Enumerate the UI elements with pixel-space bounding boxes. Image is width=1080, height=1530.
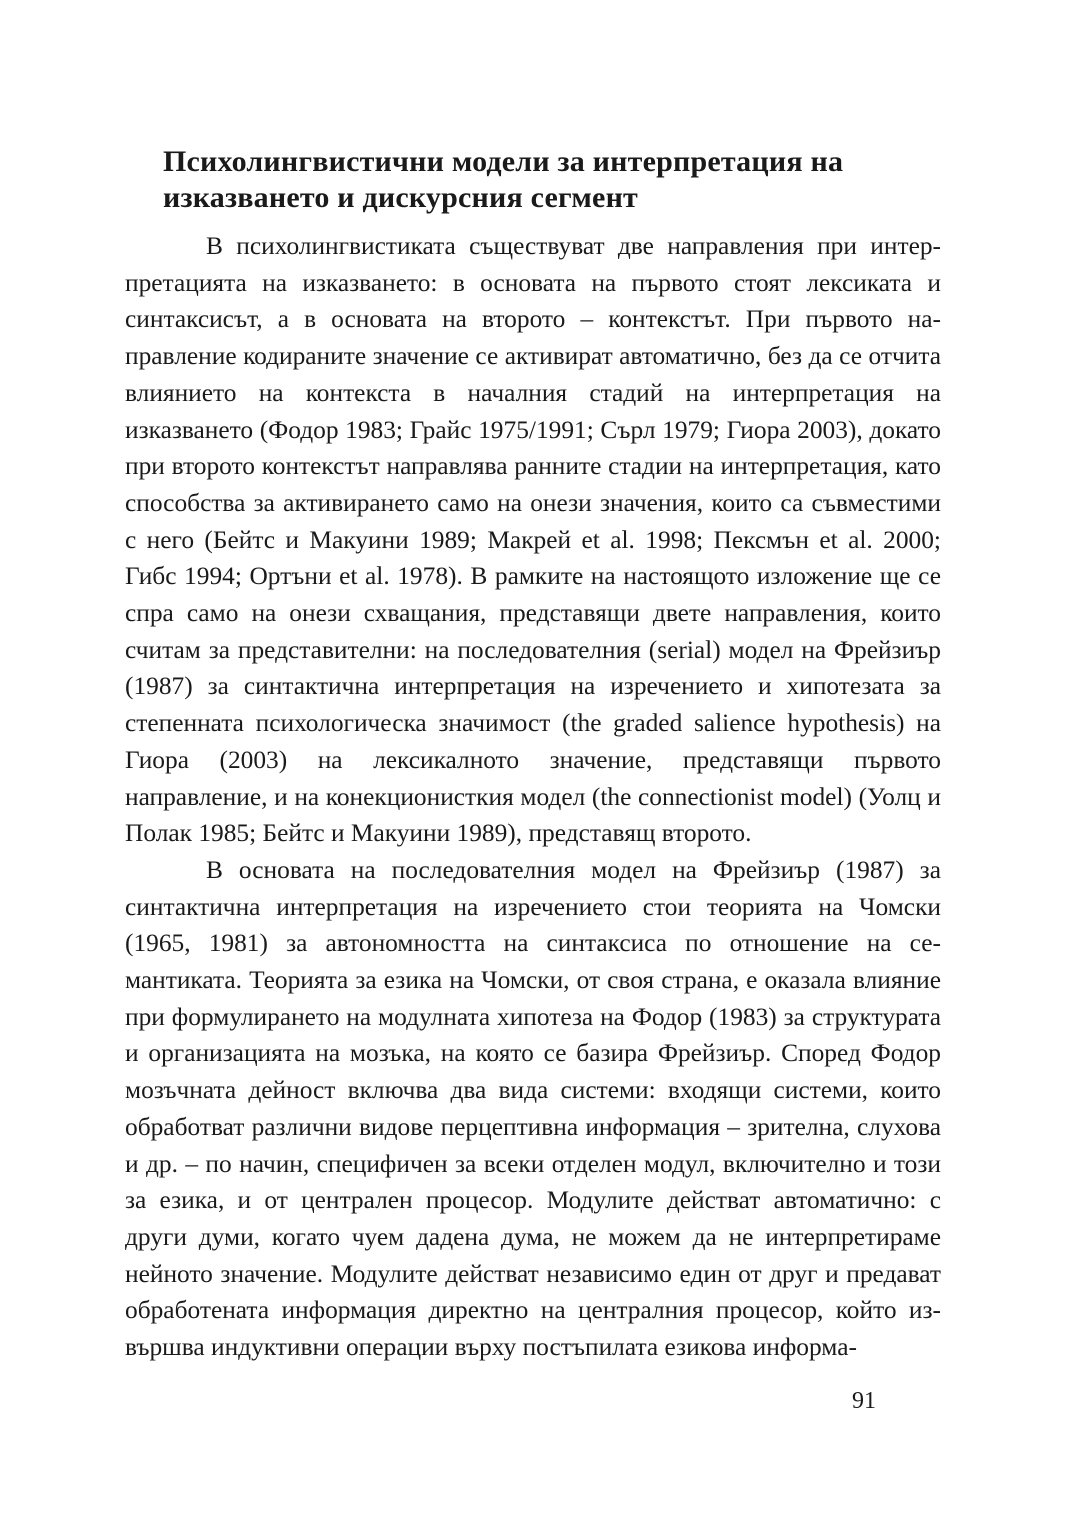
section-heading: Психолингвистични модели за интерпретация на изказването и дискурсния сегмент: [163, 145, 844, 214]
paragraph-2: В основата на последователния модел на Фрейзиър (1987) за синтактична интерпретация на изречението стои теорията на Чомски (1965, 1981) за автономността на синтаксиса по отношение на семантиката. Теорията за езика на Чомски, от своя страна, е оказала влияние при формулирането на модулната хипотеза на Фодор (1983) за структурата и организацията на мозъка, на която се базира Фрейзиър. Според Фодор мозъчната дейност включва два вида системи: входящи системи, които обработват различни видове перцептивна информация – зрителна, слухова и др. – по начин, специфичен за всеки отделен модул, включително и този за езика, и от централен процесор. Модулите действат автоматично: с други думи, когато чуем дадена дума, не можем да не интерпретираме нейното значение. Модулите действат независимо един от друг и предават обработената информация директно на централния процесор, който извършва индуктивни операции върху постъпилата езикова информа-: [125, 855, 941, 1362]
paragraph-1: В психолингвистиката съществуват две направления при интерпретацията на изказването: в основата на първото стоят лексиката и синтаксисът, а в основата на второто – контекстът. При първото направление кодираните значение се активират автоматично, без да се отчита влиянието на контекста в началния стадий на интерпретация на изказването (Фодор 1983; Грайс 1975/1991; Сърл 1979; Гиора 2003), докато при второто контекстът направлява ранните стадии на интерпретация, като способства за активирането само на онези значения, които са съвместими с него (Бейтс и Макуини 1989; Макрей et al. 1998; Пексмън et al. 2000; Гибс 1994; Ортъни et al. 1978). В рамките на настоящото изложение ще се спра само на онези схващания, представящи двете направления, които считам за представителни: на последователния (serial) модел на Фрейзиър (1987) за синтактична интерпретация на изречението и хипотезата за степенната психологическа значимост (the graded salience hypothesis) на Гиора (2003) на лексикалното значение, представящи първото направление, и на конекционисткия модел (the connectionist model) (Уолц и Полак 1985; Бейтс и Макуини 1989), представящ второто.: [125, 232, 941, 848]
page-number: 91: [852, 1388, 876, 1414]
body-text: [125, 228, 941, 1366]
